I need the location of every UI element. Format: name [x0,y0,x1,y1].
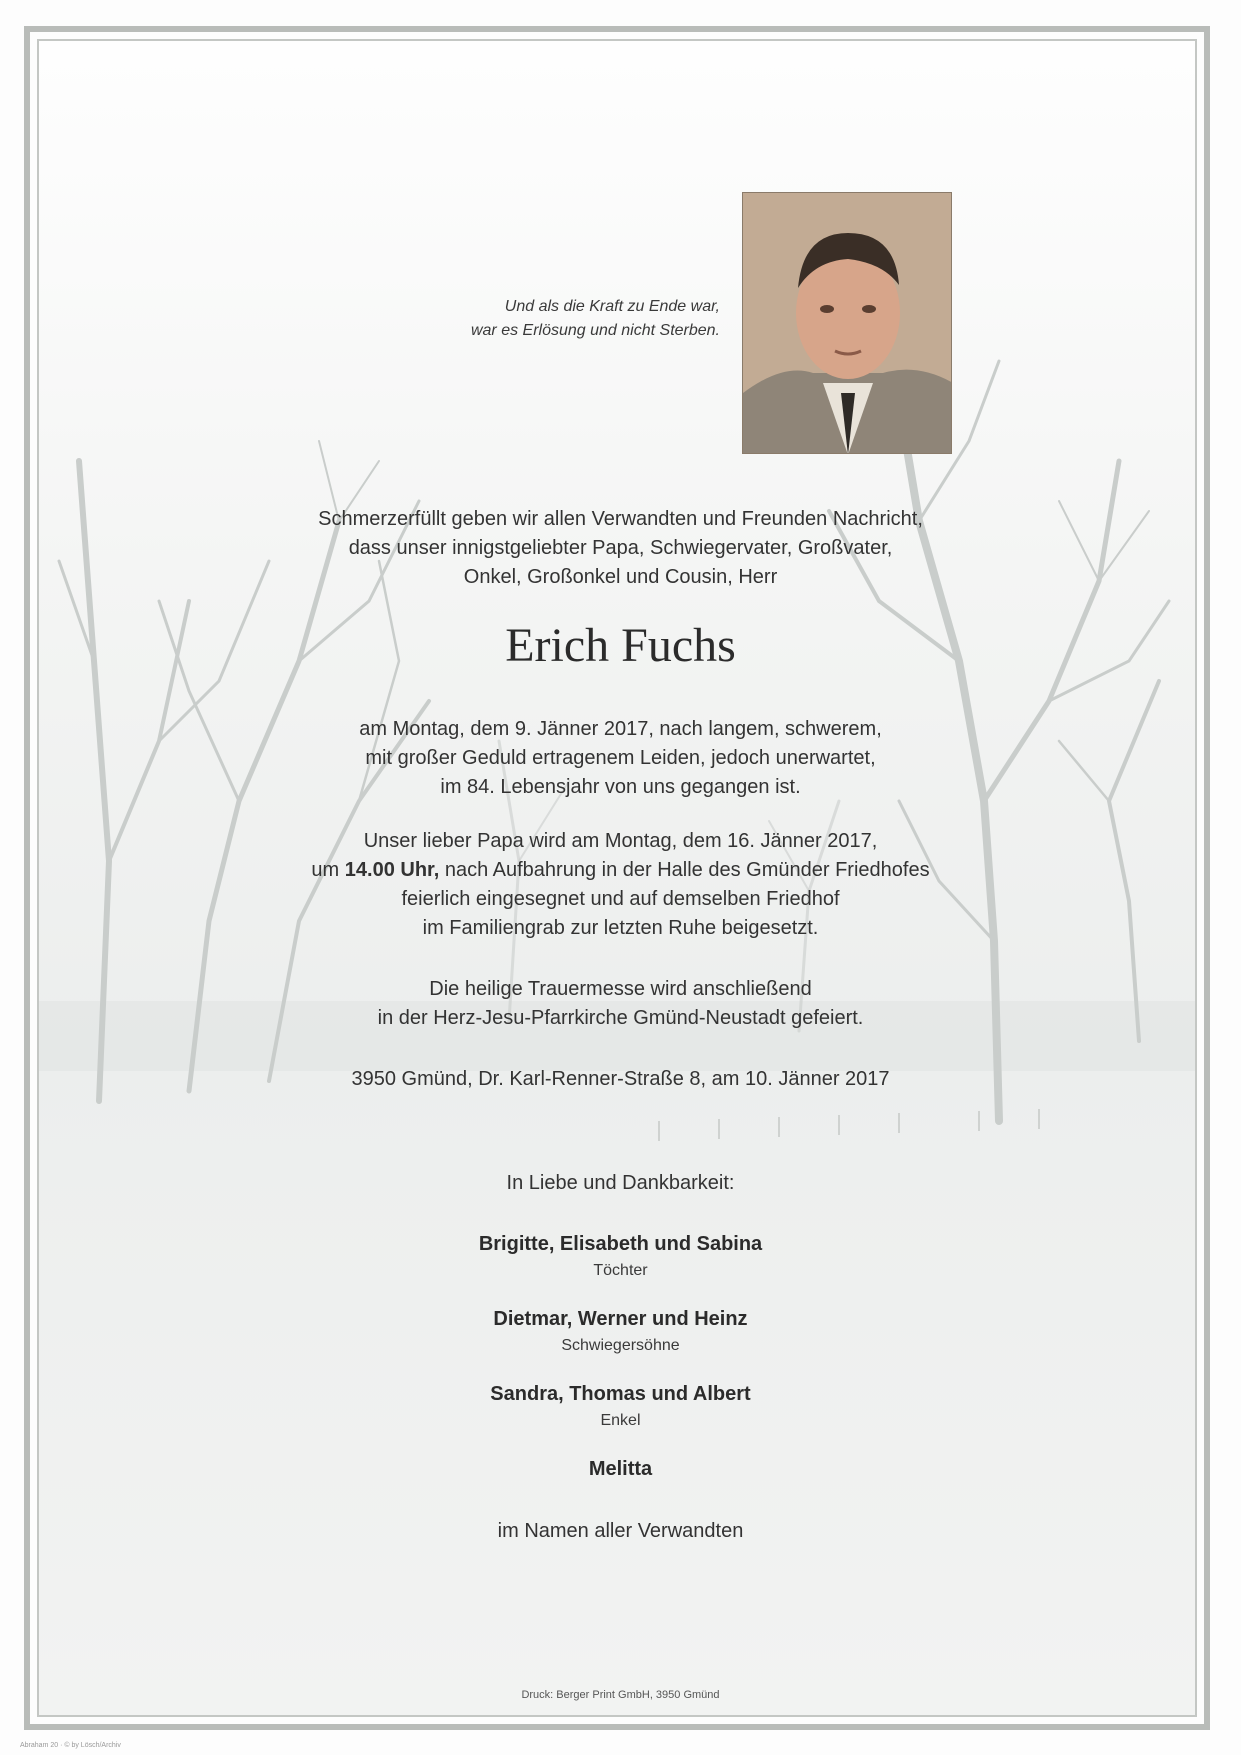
portrait-image [743,193,952,454]
family-names-daughters: Brigitte, Elisabeth und Sabina [478,1233,763,1255]
family-names-sons-in-law: Dietmar, Werner und Heinz [493,1308,748,1330]
intro-line-1: Schmerzerfüllt geben wir allen Verwandten und Freunden Nachricht, [318,508,923,530]
family-role-sons-in-law: Schwiegersöhne [561,1337,680,1354]
motto-line-2: war es Erlösung und nicht Sterben. [470,322,720,339]
motto-line-1: Und als die Kraft zu Ende war, [504,298,720,315]
closing-line: In Liebe und Dankbarkeit: [506,1172,735,1194]
place-date: 3950 Gmünd, Dr. Karl-Renner-Straße 8, am 10. Jänner 2017 [351,1068,890,1090]
funeral-time: 14.00 Uhr, [344,859,440,881]
funeral-time-suffix: nach Aufbahrung in der Halle des Gmünder Friedhofes [439,859,930,881]
funeral-line-4: im Familiengrab zur letzten Ruhe beigesetzt. [422,917,819,939]
deceased-name: Erich Fuchs [505,619,736,672]
family-names-grandchildren: Sandra, Thomas und Albert [490,1383,751,1405]
intro-line-3: Onkel, Großonkel und Cousin, Herr [463,566,778,588]
funeral-line-3: feierlich eingesegnet und auf demselben Friedhof [401,888,840,910]
death-line-3: im 84. Lebensjahr von uns gegangen ist. [440,776,801,798]
mass-line-1: Die heilige Trauermesse wird anschließend [429,978,812,1000]
funeral-line-1: Unser lieber Papa wird am Montag, dem 16. Jänner 2017, [363,830,878,852]
portrait-photo [742,192,952,454]
template-footnote: Abraham 20 · © by Lösch/Archiv [20,1742,121,1749]
death-line-1: am Montag, dem 9. Jänner 2017, nach langem, schwerem, [359,718,882,740]
family-role-daughters: Töchter [593,1262,648,1279]
funeral-line-2 [0,859,1241,882]
mass-line-2: in der Herz-Jesu-Pfarrkirche Gmünd-Neustadt gefeiert. [377,1007,864,1029]
family-role-grandchildren: Enkel [600,1412,641,1429]
death-line-2: mit großer Geduld ertragenem Leiden, jedoch unerwartet, [365,747,876,769]
family-names-melitta: Melitta [588,1458,653,1480]
funeral-time-prefix: um [311,859,345,881]
printer-credit: Druck: Berger Print GmbH, 3950 Gmünd [521,1689,720,1701]
relatives-line: im Namen aller Verwandten [497,1520,744,1542]
intro-line-2: dass unser innigstgeliebter Papa, Schwiegervater, Großvater, [348,537,893,559]
